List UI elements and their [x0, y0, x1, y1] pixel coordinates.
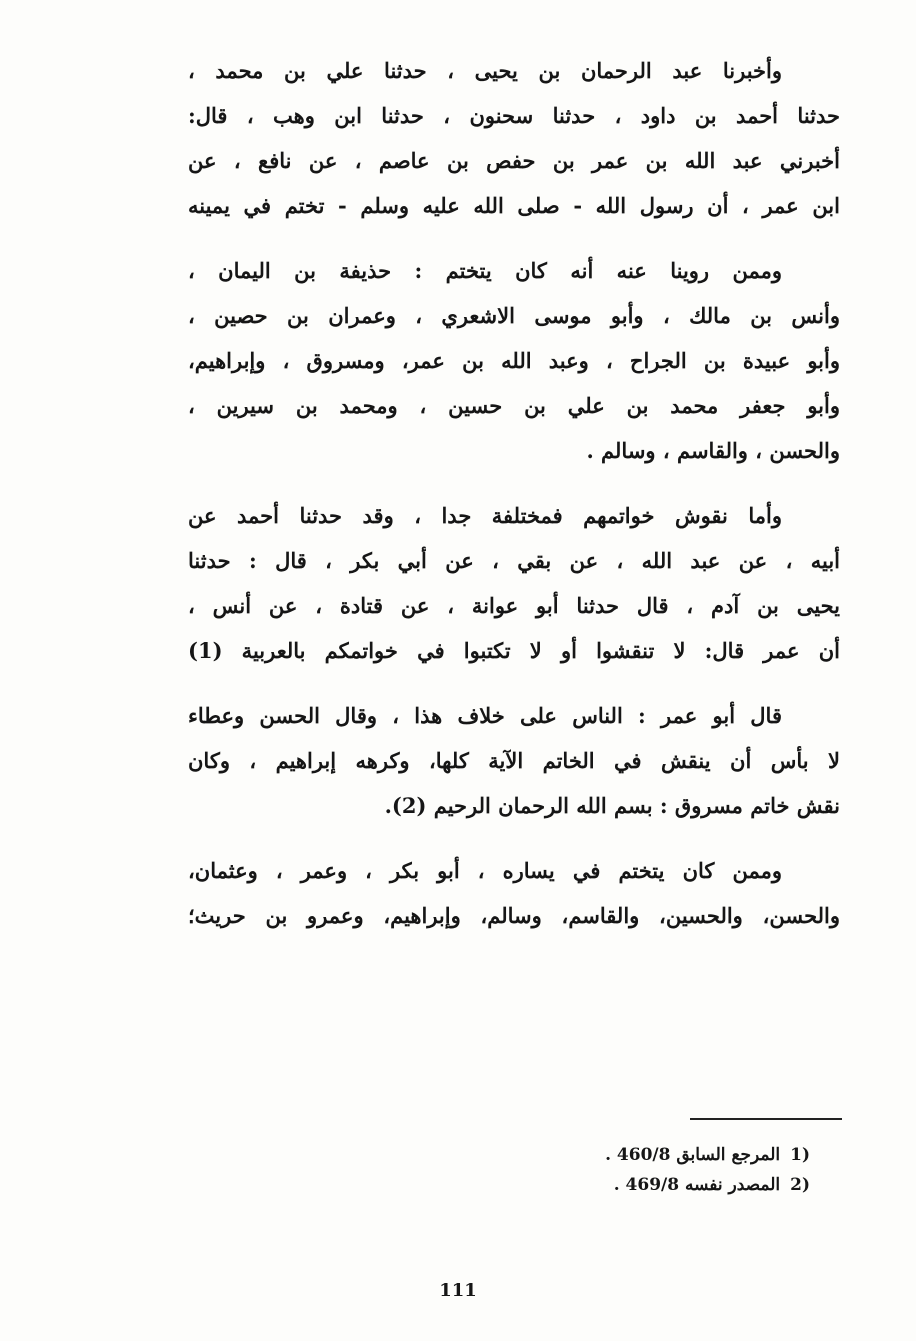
paragraph-5: [188, 848, 840, 938]
page-number: 111: [439, 1280, 477, 1301]
paragraph-1: [188, 48, 840, 228]
text-line: وأنس بن مالك ، وأبو موسى الاشعري ، وعمران بن حصين ،: [188, 303, 840, 328]
text-line: نقش خاتم مسروق : بسم الله الرحمان الرحيم (2).: [384, 793, 840, 818]
text-line: أبيه ، عن عبد الله ، عن بقي ، عن أبي بكر ، قال : حدثنا: [188, 548, 840, 573]
text-line: وأما نقوش خواتمهم فمختلفة جدا ، وقد حدثنا أحمد عن: [188, 503, 782, 528]
paragraph-3: [188, 493, 840, 673]
text-line: وأبو عبيدة بن الجراح ، وعبد الله بن عمر، ومسروق ، وإبراهيم،: [188, 348, 840, 373]
text-line: قال أبو عمر : الناس على خلاف هذا ، وقال الحسن وعطاء: [188, 703, 782, 728]
footnote-divider: [690, 1118, 842, 1120]
footnote-number: 2): [790, 1175, 810, 1195]
text-line: وممن كان يتختم في يساره ، أبو بكر ، وعمر ، وعثمان،: [188, 858, 782, 883]
body-text: [188, 48, 840, 958]
footnote-text: المصدر نفسه 469/8 .: [613, 1175, 781, 1195]
footnote-1: [500, 1140, 810, 1170]
text-line: أن عمر قال: لا تنقشوا أو لا تكتبوا في خواتمكم بالعربية (1): [188, 638, 840, 663]
text-line: يحيى بن آدم ، قال حدثنا أبو عوانة ، عن قتادة ، عن أنس ،: [188, 593, 840, 618]
paragraph-2: [188, 248, 840, 473]
footnote-2: [500, 1170, 810, 1200]
text-line: والحسن، والحسين، والقاسم، وسالم، وإبراهيم، وعمرو بن حريث؛: [188, 903, 840, 928]
text-line: حدثنا أحمد بن داود ، حدثنا سحنون ، حدثنا ابن وهب ، قال:: [188, 103, 840, 128]
footnotes: [500, 1140, 810, 1200]
text-line: وأخبرنا عبد الرحمان بن يحيى ، حدثنا علي بن محمد ،: [188, 58, 782, 83]
footnote-text: المرجع السابق 460/8 .: [605, 1145, 781, 1165]
text-line: ابن عمر ، أن رسول الله - صلى الله عليه وسلم - تختم في يمينه: [188, 193, 840, 218]
text-line: وممن روينا عنه أنه كان يتختم : حذيفة بن اليمان ،: [188, 258, 782, 283]
footnote-number: 1): [790, 1145, 810, 1165]
text-line: لا بأس أن ينقش في الخاتم الآية كلها، وكرهه إبراهيم ، وكان: [188, 748, 840, 773]
text-line: والحسن ، والقاسم ، وسالم .: [586, 438, 840, 463]
paragraph-4: [188, 693, 840, 828]
text-line: أخبرني عبد الله بن عمر بن حفص بن عاصم ، عن نافع ، عن: [188, 148, 840, 173]
text-line: وأبو جعفر محمد بن علي بن حسين ، ومحمد بن سيرين ،: [188, 393, 840, 418]
